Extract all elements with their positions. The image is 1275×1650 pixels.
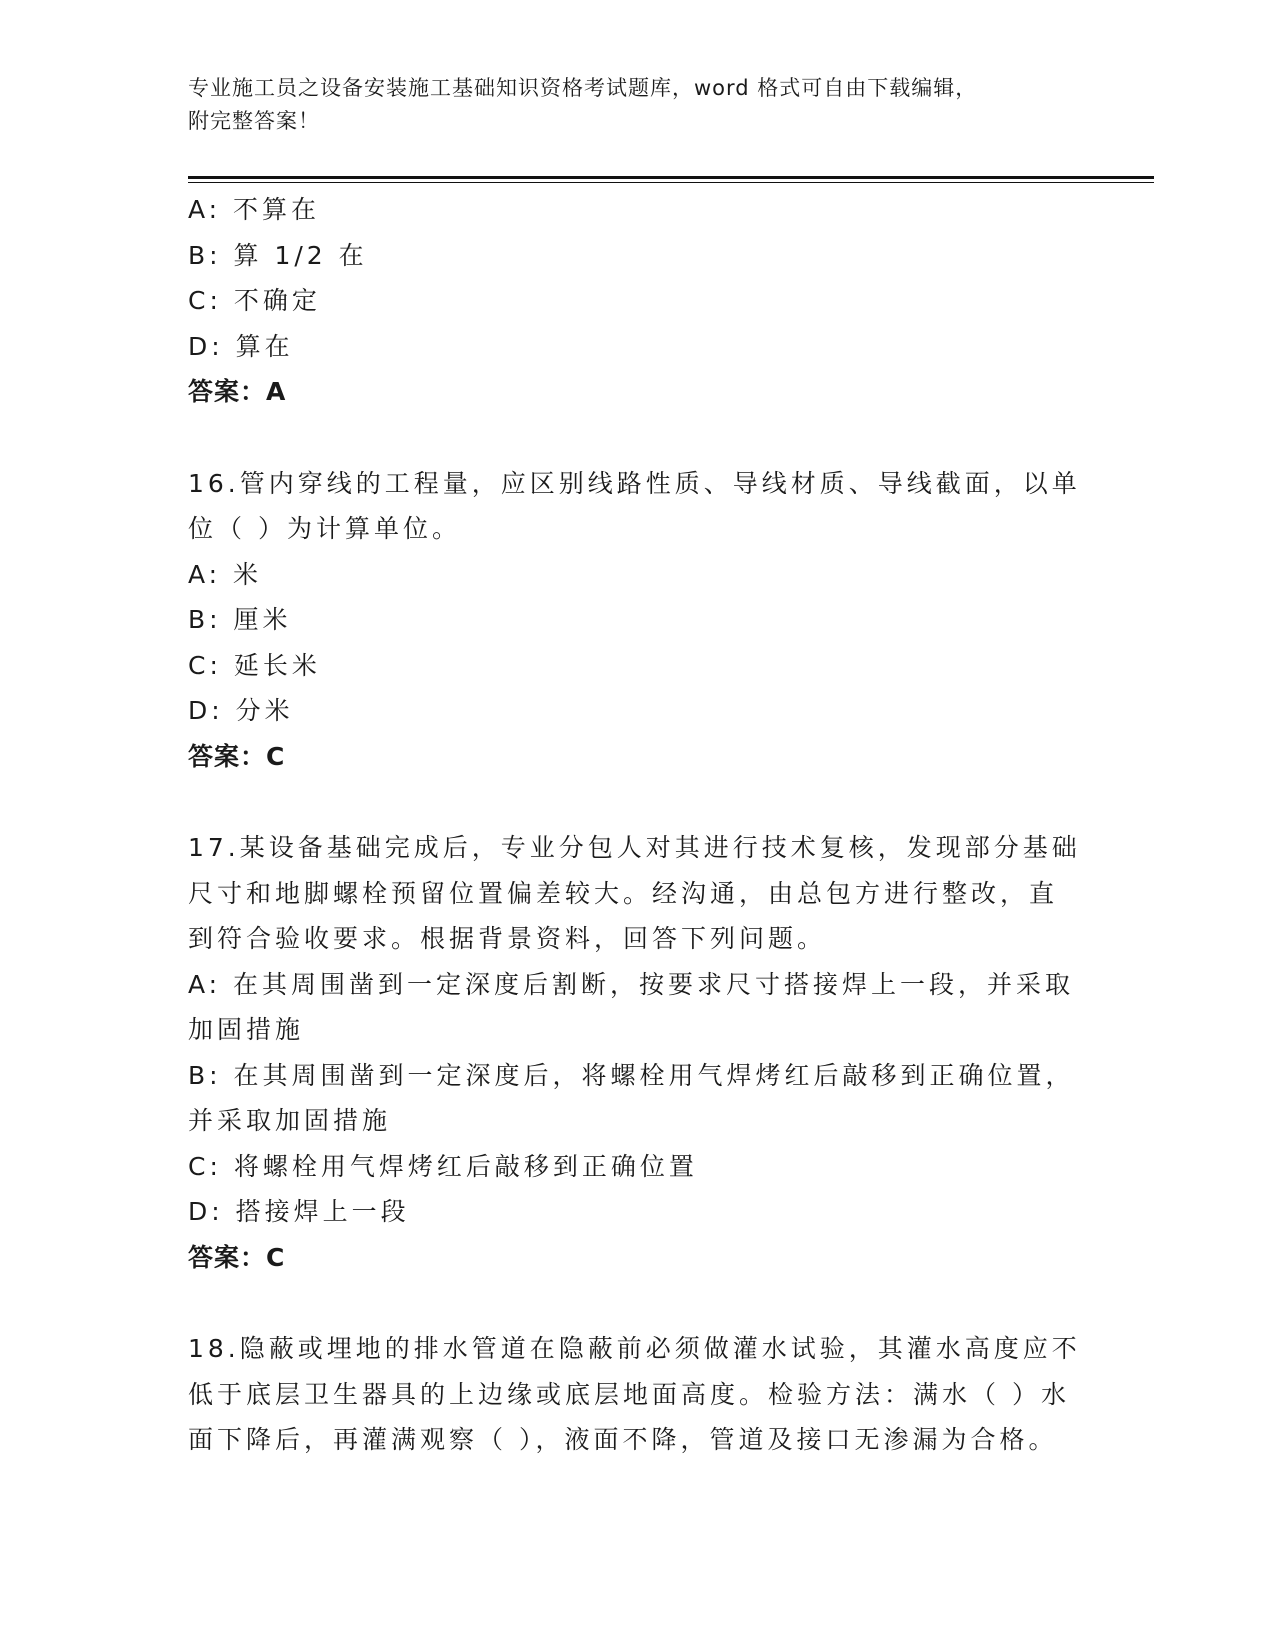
spacer	[188, 779, 1088, 825]
option-b-continued: 并采取加固措施	[188, 1106, 392, 1135]
option-a: A: 不算在	[188, 195, 321, 224]
answer-line: 答案：C	[188, 741, 286, 771]
answer-line: 答案：A	[188, 377, 287, 406]
option-d: D: 搭接焊上一段	[188, 1197, 410, 1226]
answer-line: 答案：C	[188, 1242, 286, 1272]
option-c: C: 将螺栓用气焊烤红后敲移到正确位置	[188, 1151, 698, 1181]
question-stem-line: 面下降后，再灌满观察（ ），液面不降，管道及接口无渗漏为合格。	[188, 1425, 1058, 1454]
option-c: C: 延长米	[188, 650, 321, 680]
question-stem-line: 位（ ）为计算单位。	[188, 514, 461, 543]
question-stem-line: 到符合验收要求。根据背景资料，回答下列问题。	[188, 924, 827, 953]
option-d: D: 算在	[188, 331, 294, 361]
header-divider-thick	[188, 176, 1154, 179]
option-a: A: 在其周围凿到一定深度后割断，按要求尺寸搭接焊上一段，并采取	[188, 969, 1075, 999]
header-line-1: 专业施工员之设备安装施工基础知识资格考试题库，word 格式可自由下载编辑，	[188, 76, 978, 100]
header-divider-thin	[188, 182, 1154, 183]
option-b: B: 厘米	[188, 605, 292, 634]
option-a: A: 米	[188, 559, 263, 589]
question-stem-line: 18.隐蔽或埋地的排水管道在隐蔽前必须做灌水试验，其灌水高度应不	[188, 1334, 1081, 1363]
question-stem-line: 尺寸和地脚螺栓预留位置偏差较大。经沟通，由总包方进行整改，直	[188, 878, 1059, 908]
question-stem-line: 17.某设备基础完成后，专业分包人对其进行技术复核，发现部分基础	[188, 833, 1081, 862]
option-a-continued: 加固措施	[188, 1015, 305, 1044]
question-17	[188, 825, 1088, 1280]
option-d: D: 分米	[188, 696, 294, 725]
question-16	[188, 461, 1088, 780]
spacer	[188, 415, 1088, 461]
option-b: B: 算 1/2 在	[188, 240, 368, 270]
header-line-2: 附完整答案！	[188, 109, 320, 133]
option-c: C: 不确定	[188, 286, 321, 315]
document-header	[188, 72, 1088, 138]
spacer	[188, 1280, 1088, 1326]
question-15	[188, 187, 1088, 415]
question-stem-line: 16.管内穿线的工程量，应区别线路性质、导线材质、导线截面，以单	[188, 468, 1081, 498]
question-18	[188, 1326, 1088, 1463]
question-stem-line: 低于底层卫生器具的上边缘或底层地面高度。检验方法：满水（ ）水	[188, 1379, 1070, 1409]
option-b: B: 在其周围凿到一定深度后，将螺栓用气焊烤红后敲移到正确位置，	[188, 1060, 1075, 1090]
question-content	[188, 187, 1088, 1463]
